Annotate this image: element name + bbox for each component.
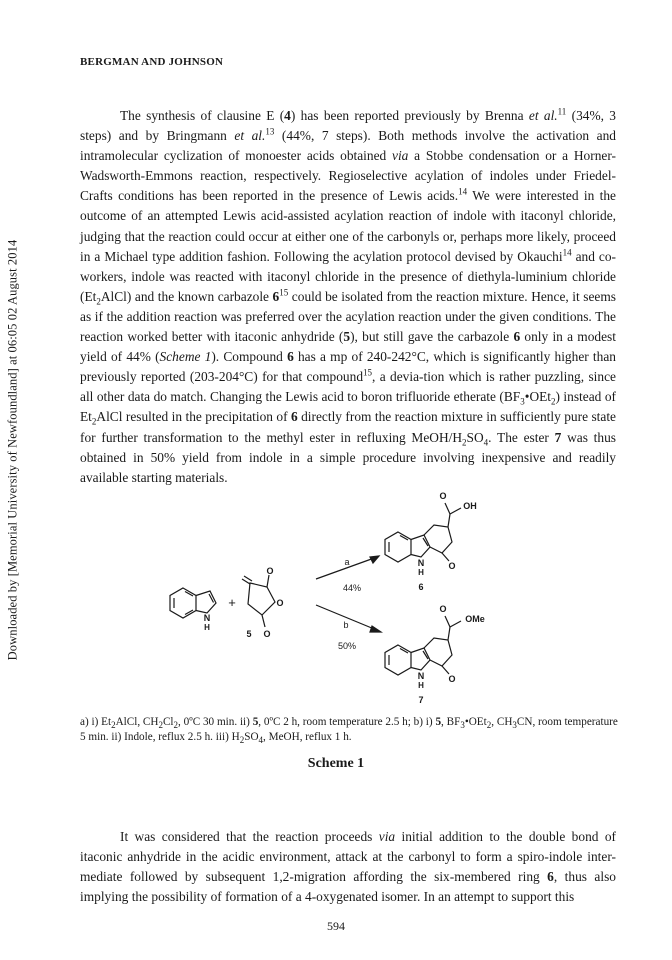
download-watermark bbox=[2, 150, 24, 750]
svg-text:50%: 50% bbox=[337, 641, 357, 651]
svg-text:O: O bbox=[263, 629, 271, 639]
reaction-scheme bbox=[150, 487, 530, 707]
body-paragraph-1: The synthesis of clausine E (4) has been reported previously by Brenna et al.$^{11}$ (34%, 3 steps) and by Bringmann et al.$^{13}$ (44%, 7 steps). Both methods involve the activation and intramolecular cyclization of monoester acids obtained via a Stobbe condensation or a Horner-Wadsworth-Emmons reaction, respectively. Regioselective acylation of indoles under Friedel-Crafts conditions has been reported in the presence of Lewis acids.$^{14}$ We were interested in the outcome of an attempted Lewis acid-assisted acylation reaction of indole with itaconyl chloride, judging that the reaction could occur at either one of the carbonyls or, perhaps more likely, proceed in a Michael type addition fashion. Following the acylation protocol devised by Okauchi$^{14}$ and co-workers, indole was reacted with itaconyl chloride in the presence of diethyla-luminium chloride $(Et_2AlCl)$ and the known carbazole $6^{15}$ could be isolated from the reaction mixture. Hence, it seems as if the addition reaction was preferred over the acylation reaction under the given conditions. The reaction worked better with itaconic anhydride (5), but still gave the carbazole 6 only in a modest yield of 44% (Scheme 1). Compound 6 has a mp of 240-242°C, which is significantly higher than previously reported (203-204°C) for that compound$^{15}$, a devia-tion which is rather puzzling, since all other data do match. Changing the Lewis acid to boron trifluoride etherate $(BF_3•OEt_2)$ instead of $Et_2AlCl$ resulted in the precipitation of 6 directly from the reaction mixture in sufficiently pure state for further transformation to the methyl ester in refluxing MeOH/$H_2SO_4$. The ester 7 was thus obtained in 50% yield from indole in a simple procedure involving inexpensive and readily available starting materials. bbox=[80, 106, 617, 485]
svg-text:N: N bbox=[203, 613, 211, 623]
itaconic-anhydride-structure bbox=[242, 566, 284, 639]
svg-text:44%: 44% bbox=[342, 583, 362, 593]
svg-text:N: N bbox=[417, 558, 425, 568]
page-number: 594 bbox=[327, 919, 345, 933]
scheme-title: Scheme 1 bbox=[307, 756, 365, 771]
plus-sign: + bbox=[228, 595, 236, 610]
svg-text:OH: OH bbox=[463, 501, 477, 511]
body-paragraph-2: It was considered that the reaction proceeds via initial addition to the double bond of itaconic anhydride in the acidic environment, attack at the carbonyl to form a spiro-indole inter-mediate followed by subsequent 1,2-migration affording the six-membered ring 6, thus also implying the possibility of formation of a 4-oxygenated isomer. In an attempt to support this bbox=[80, 829, 616, 905]
svg-text:H: H bbox=[204, 623, 210, 632]
running-head: BERGMAN AND JOHNSON bbox=[80, 56, 224, 68]
svg-text:a: a bbox=[344, 557, 350, 567]
download-watermark-text: Downloaded by [Memorial University of Newfoundland] at 06:05 02 August 2014 bbox=[5, 239, 20, 661]
carbazole-7-structure bbox=[385, 604, 485, 705]
compound-label-6: 6 bbox=[418, 582, 424, 592]
carbazole-6-structure bbox=[385, 491, 477, 592]
svg-text:O: O bbox=[276, 598, 284, 608]
arrow-b bbox=[316, 605, 381, 651]
svg-text:b: b bbox=[343, 620, 349, 630]
svg-text:O: O bbox=[448, 674, 456, 684]
indole-structure bbox=[170, 588, 216, 632]
svg-text:O: O bbox=[448, 561, 456, 571]
scheme-caption: a) i) $Et_2AlCl$, $CH_2Cl_2$, 0ºC 30 min. ii) 5, 0ºC 2 h, room temperature 2.5 h; b) i) 5, $BF_3•OEt_2$, $CH_3CN$, room temperature 5 min. ii) Indole, reflux 2.5 h. iii) $H_2SO_4$, MeOH, reflux 1 h. bbox=[80, 716, 618, 746]
svg-text:O: O bbox=[439, 491, 447, 501]
svg-text:OMe: OMe bbox=[465, 614, 485, 624]
svg-text:H: H bbox=[418, 681, 424, 690]
arrow-a bbox=[316, 556, 379, 593]
svg-text:O: O bbox=[266, 566, 274, 576]
compound-label-7: 7 bbox=[418, 695, 424, 705]
compound-label-5: 5 bbox=[246, 629, 252, 639]
svg-text:N: N bbox=[417, 671, 425, 681]
svg-text:O: O bbox=[439, 604, 447, 614]
svg-text:H: H bbox=[418, 568, 424, 577]
